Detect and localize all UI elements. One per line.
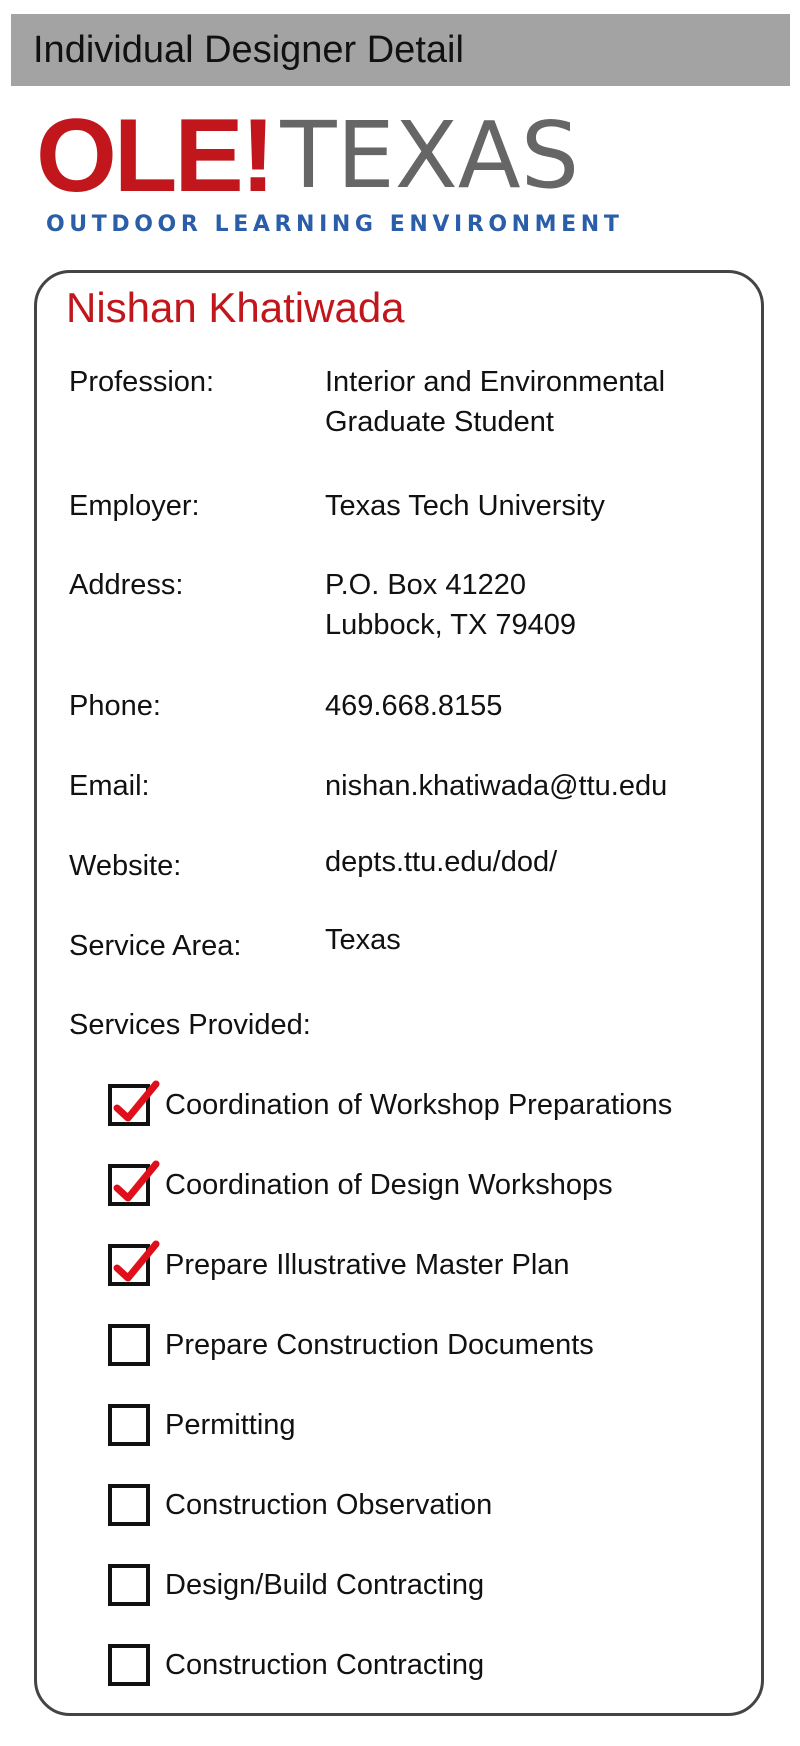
checkbox-unchecked[interactable]	[108, 1564, 150, 1606]
service-label: Construction Observation	[165, 1489, 493, 1521]
service-item	[108, 1562, 484, 1608]
service-label: Coordination of Workshop Preparations	[165, 1089, 673, 1121]
service-item	[108, 1242, 570, 1288]
logo-tagline: OUTDOOR LEARNING ENVIRONMENT	[46, 212, 624, 237]
checkbox-checked[interactable]	[108, 1164, 150, 1206]
website-value[interactable]: depts.ttu.edu/dod/	[325, 846, 558, 878]
service-label: Prepare Illustrative Master Plan	[165, 1249, 570, 1281]
address-value: P.O. Box 41220 Lubbock, TX 79409	[325, 569, 576, 641]
logo-wordmark	[36, 98, 580, 214]
logo-texas-text: TEXAS	[280, 102, 580, 209]
checkbox-checked[interactable]	[108, 1244, 150, 1286]
checkbox-unchecked[interactable]	[108, 1324, 150, 1366]
service-label: Permitting	[165, 1409, 296, 1441]
profession-label: Profession:	[69, 366, 215, 398]
service-label: Prepare Construction Documents	[165, 1329, 594, 1361]
service-item	[108, 1082, 672, 1128]
service-area-value: Texas	[325, 924, 401, 956]
designer-name: Nishan Khatiwada	[66, 284, 405, 331]
service-item	[108, 1642, 484, 1688]
service-item	[108, 1482, 492, 1528]
header-bar	[11, 14, 790, 86]
employer-value: Texas Tech University	[325, 490, 605, 522]
services-provided-label: Services Provided:	[69, 1009, 311, 1041]
phone-label: Phone:	[69, 690, 161, 722]
email-value[interactable]: nishan.khatiwada@ttu.edu	[325, 770, 668, 802]
red-checkmark-icon	[114, 1078, 160, 1124]
red-checkmark-icon	[114, 1158, 160, 1204]
address-label: Address:	[69, 569, 184, 601]
page-title: Individual Designer Detail	[33, 28, 464, 71]
checkbox-unchecked[interactable]	[108, 1644, 150, 1686]
checkbox-unchecked[interactable]	[108, 1404, 150, 1446]
phone-value: 469.668.8155	[325, 690, 503, 722]
checkbox-checked[interactable]	[108, 1084, 150, 1126]
service-area-label: Service Area:	[69, 930, 242, 962]
logo-ole-text: OLE!	[36, 98, 273, 214]
service-label: Coordination of Design Workshops	[165, 1169, 613, 1201]
ole-texas-logo	[36, 98, 624, 248]
service-item	[108, 1402, 296, 1448]
website-label: Website:	[69, 850, 182, 882]
service-item	[108, 1322, 594, 1368]
service-label: Design/Build Contracting	[165, 1569, 485, 1601]
email-label: Email:	[69, 770, 150, 802]
red-checkmark-icon	[114, 1238, 160, 1284]
service-item	[108, 1162, 613, 1208]
checkbox-unchecked[interactable]	[108, 1484, 150, 1526]
employer-label: Employer:	[69, 490, 200, 522]
service-label: Construction Contracting	[165, 1649, 485, 1681]
profession-value: Interior and Environmental Graduate Student	[325, 366, 666, 438]
